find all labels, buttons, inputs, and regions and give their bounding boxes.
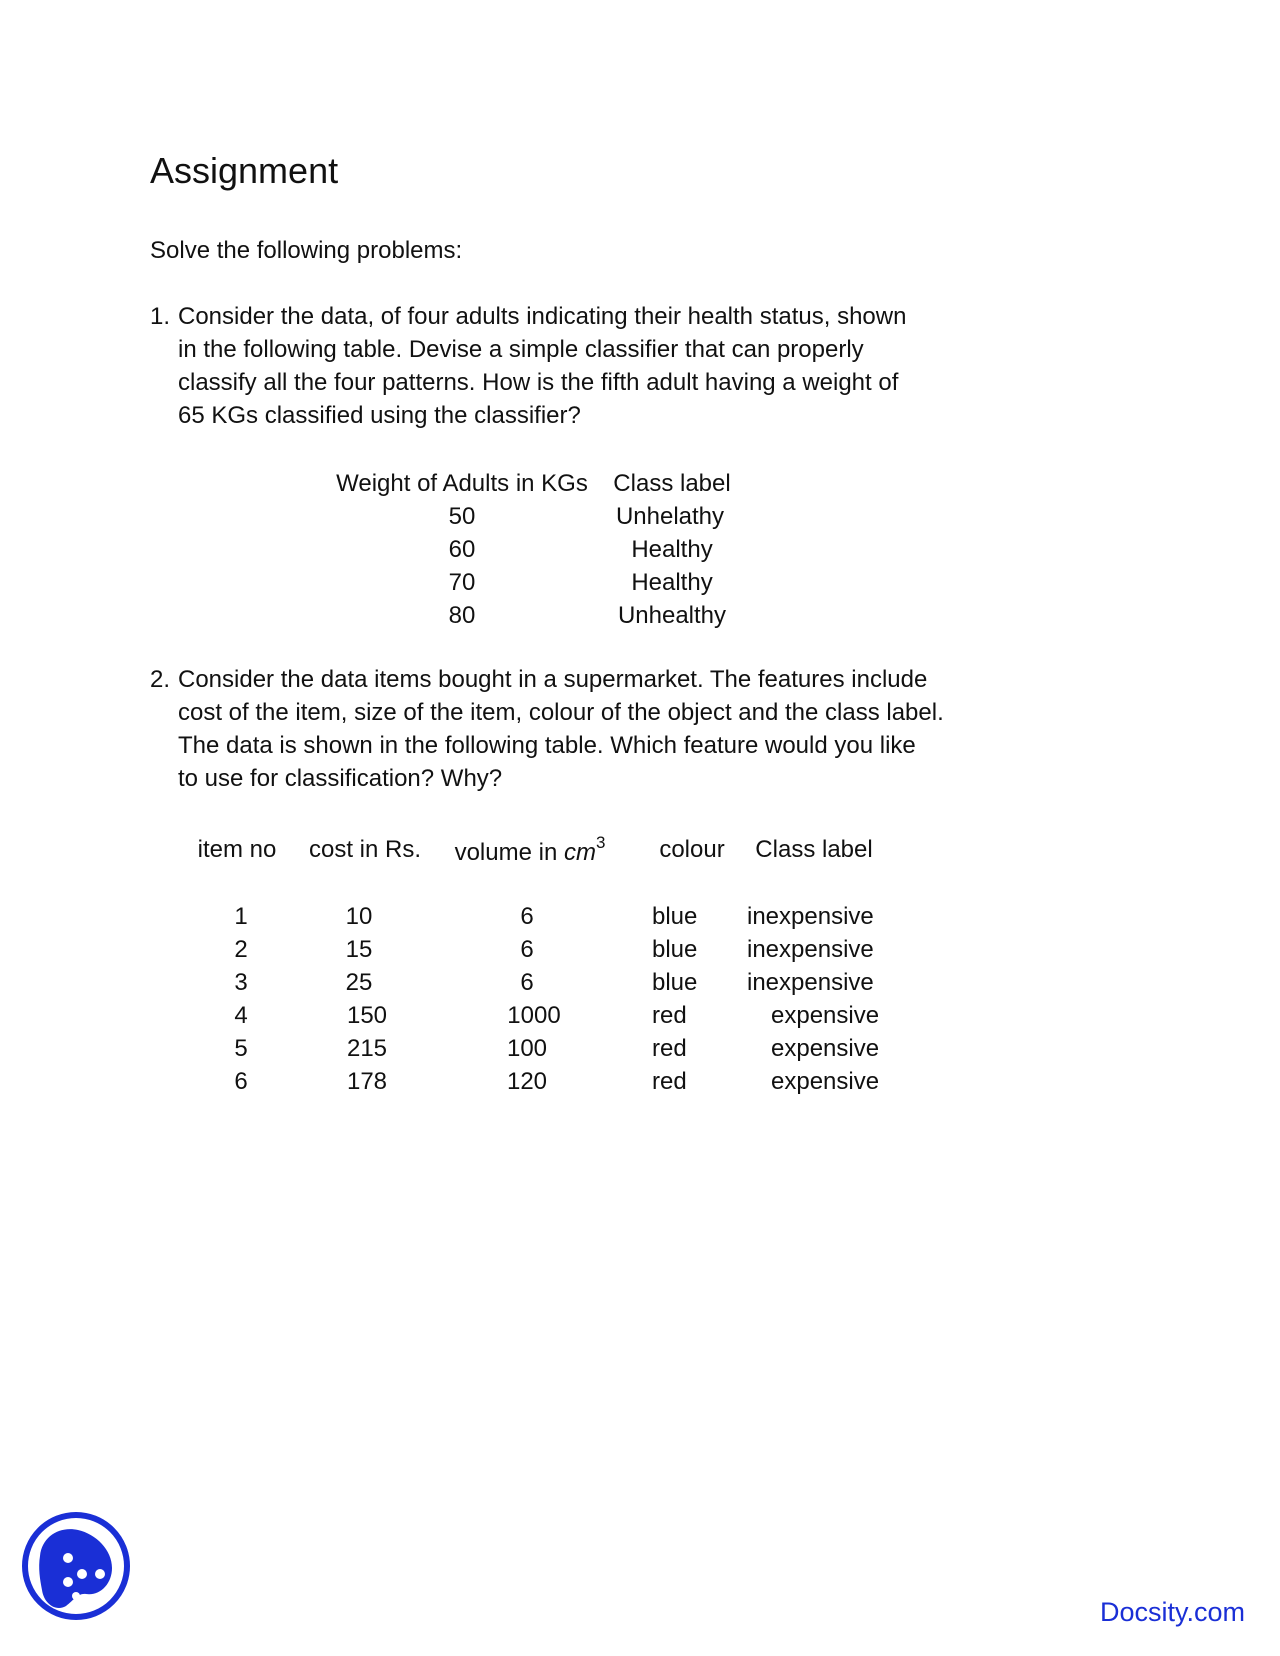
table2-cell-class: inexpensive [747,936,874,963]
problem-1-line: classify all the four patterns. How is the fifth adult having a weight of [178,369,899,396]
problem-2-line: Consider the data items bought in a supermarket. The features include [178,666,928,693]
table2-header-item-no: item no [197,836,277,863]
problem-2-line: The data is shown in the following table. Which feature would you like [178,732,916,759]
table2-cell-cost: 150 [346,1002,388,1029]
table2-cell-volume: 6 [520,969,534,996]
table2-cell-volume: 100 [506,1035,548,1062]
problem-2-line: cost of the item, size of the item, colour of the object and the class label. [178,699,944,726]
table2-header-cost: cost in Rs. [308,836,422,863]
table2-cell-item-no: 3 [234,969,248,996]
table2-header-volume [454,833,606,867]
volume-exponent: 3 [595,833,606,852]
table2-header-class: Class label [755,836,873,863]
table2-cell-class: expensive [771,1002,880,1029]
problem-1-number: 1. [150,303,171,330]
problem-2-line: to use for classification? Why? [178,765,503,792]
table2-cell-class: inexpensive [747,903,874,930]
table2-cell-cost: 178 [346,1068,388,1095]
table1-header-weight: Weight of Adults in KGs [336,470,588,497]
table2-cell-colour: blue [652,903,698,930]
table2-cell-item-no: 4 [234,1002,248,1029]
table2-header-colour: colour [659,836,725,863]
problem-2 [150,663,944,795]
volume-label: volume in [454,839,558,866]
problem-2-number: 2. [150,666,171,693]
table2-cell-volume: 6 [520,903,534,930]
problem-1-line: in the following table. Devise a simple classifier that can properly [178,336,864,363]
table1-cell-weight: 80 [448,602,476,629]
docsity-logo-icon [20,1510,132,1622]
table1-cell-weight: 60 [448,536,476,563]
table2-cell-colour: red [652,1035,687,1062]
table1-cell-class: Healthy [631,536,713,563]
table2-cell-item-no: 6 [234,1068,248,1095]
table2-cell-colour: red [652,1002,687,1029]
table2-cell-item-no: 1 [234,903,248,930]
table1-cell-class: Healthy [631,569,713,596]
table2-cell-colour: red [652,1068,687,1095]
table2-cell-colour: blue [652,969,698,996]
problem-1-line: 65 KGs classified using the classifier? [178,402,581,429]
table1-cell-class: Unhealthy [617,602,727,629]
table2-cell-volume: 6 [520,936,534,963]
table2-cell-class: inexpensive [747,969,874,996]
table2-cell-volume: 1000 [507,1002,561,1029]
table1-cell-class: Unhelathy [615,503,725,530]
table2-cell-item-no: 5 [234,1035,248,1062]
table2-cell-cost: 15 [345,936,373,963]
table2-cell-cost: 10 [345,903,373,930]
problem-1 [150,300,906,432]
page-title: Assignment [150,150,339,191]
table2-cell-colour: blue [652,936,698,963]
table2-cell-item-no: 2 [234,936,248,963]
table1-cell-weight: 50 [448,503,476,530]
docsity-brand-link[interactable]: Docsity.com [1100,1597,1246,1627]
table2-cell-cost: 215 [346,1035,388,1062]
table2-cell-class: expensive [771,1068,880,1095]
volume-unit: cm [563,839,596,866]
problem-1-line: Consider the data, of four adults indicating their health status, shown [178,303,907,330]
table2-cell-cost: 25 [345,969,373,996]
table1-header-class: Class label [613,470,731,497]
table2-cell-volume: 120 [506,1068,548,1095]
table2-cell-class: expensive [771,1035,880,1062]
table1-cell-weight: 70 [448,569,476,596]
intro-text: Solve the following problems: [150,237,463,264]
